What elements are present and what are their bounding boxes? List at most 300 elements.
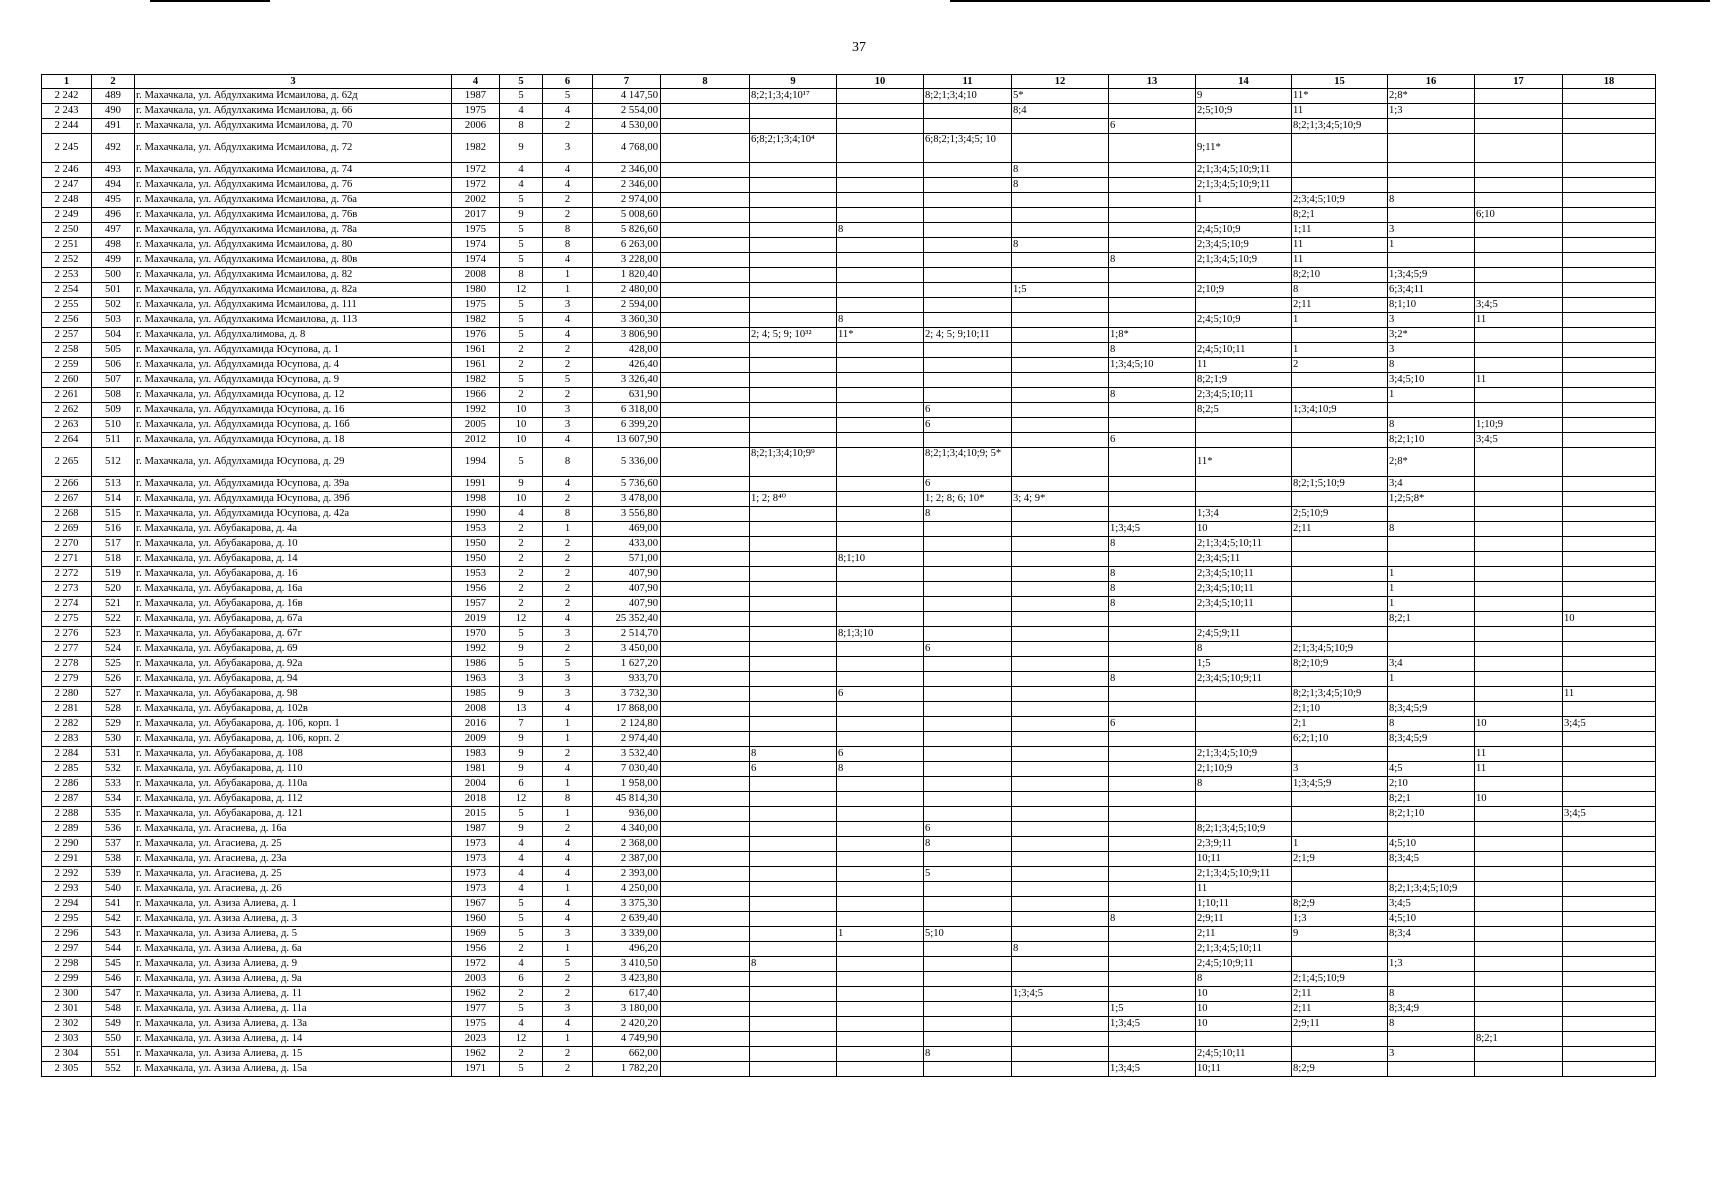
table-row	[42, 104, 1656, 119]
table-cell	[1109, 882, 1196, 897]
table-cell	[1292, 582, 1388, 597]
table-cell	[1012, 268, 1109, 283]
table-cell: г. Махачкала, ул. Абубакарова, д. 106, корп. 2	[135, 732, 452, 747]
table-cell: 2 277	[42, 642, 92, 657]
table-cell	[750, 1002, 837, 1017]
table-cell: 8	[543, 238, 593, 253]
table-cell	[1012, 822, 1109, 837]
table-cell: 1953	[452, 522, 500, 537]
table-cell: 5	[500, 1062, 543, 1077]
table-cell: 1;2;5;8*	[1388, 492, 1475, 507]
table-cell	[837, 1047, 924, 1062]
table-cell	[1012, 627, 1109, 642]
table-cell	[1196, 433, 1292, 448]
table-cell	[837, 957, 924, 972]
table-cell	[750, 208, 837, 223]
table-cell: 543	[92, 927, 135, 942]
table-cell: 1973	[452, 867, 500, 882]
table-cell	[837, 1002, 924, 1017]
table-row	[42, 732, 1656, 747]
column-number-cell: 11	[924, 75, 1012, 89]
table-cell: 9	[500, 134, 543, 163]
table-cell: г. Махачкала, ул. Абдулхакима Исмаилова, д. 80	[135, 238, 452, 253]
table-cell	[1109, 448, 1196, 477]
table-cell	[1109, 822, 1196, 837]
table-cell	[661, 567, 750, 582]
table-cell: 2 279	[42, 672, 92, 687]
table-cell: 1977	[452, 1002, 500, 1017]
table-cell: 536	[92, 822, 135, 837]
table-cell: 500	[92, 268, 135, 283]
table-cell: 2;1;3;4;5;10;9;11	[1196, 178, 1292, 193]
table-row	[42, 777, 1656, 792]
table-cell: 2 250	[42, 223, 92, 238]
table-cell: 2	[1292, 358, 1388, 373]
table-cell: 8	[1109, 912, 1196, 927]
table-cell: 1	[543, 777, 593, 792]
table-cell: 4	[500, 882, 543, 897]
table-cell: 8;2;1;3;4;5;10;9	[1292, 119, 1388, 134]
table-cell	[750, 552, 837, 567]
table-cell: 2	[500, 567, 543, 582]
table-cell	[661, 418, 750, 433]
table-cell: г. Махачкала, ул. Абдулхамида Юсупова, д. 29	[135, 448, 452, 477]
table-cell	[1109, 163, 1196, 178]
table-row	[42, 89, 1656, 104]
table-cell	[1388, 163, 1475, 178]
table-cell: 1961	[452, 358, 500, 373]
table-cell: 2 301	[42, 1002, 92, 1017]
table-cell	[661, 507, 750, 522]
table-cell: г. Махачкала, ул. Абубакарова, д. 16а	[135, 582, 452, 597]
table-cell	[661, 298, 750, 313]
table-cell	[661, 957, 750, 972]
table-cell: 2	[543, 208, 593, 223]
table-cell: 2 254	[42, 283, 92, 298]
table-cell	[1475, 1002, 1563, 1017]
table-cell: 3 423,80	[593, 972, 661, 987]
table-cell: г. Махачкала, ул. Абдулхамида Юсупова, д. 1	[135, 343, 452, 358]
table-cell	[1475, 957, 1563, 972]
table-cell	[924, 582, 1012, 597]
table-cell: г. Махачкала, ул. Абдулхакима Исмаилова, д. 76	[135, 178, 452, 193]
table-cell: 2019	[452, 612, 500, 627]
table-cell: 4	[500, 178, 543, 193]
table-cell: г. Махачкала, ул. Абдулхакима Исмаилова, д. 76в	[135, 208, 452, 223]
table-cell: г. Махачкала, ул. Азиза Алиева, д. 13а	[135, 1017, 452, 1032]
table-cell: 10;11	[1196, 1062, 1292, 1077]
table-cell: 8;3;4;5	[1388, 852, 1475, 867]
table-cell: 9;11*	[1196, 134, 1292, 163]
table-cell: 8;2;5	[1196, 403, 1292, 418]
table-cell	[750, 567, 837, 582]
table-cell	[750, 343, 837, 358]
table-cell: 1 782,20	[593, 1062, 661, 1077]
table-cell	[661, 208, 750, 223]
table-cell	[837, 477, 924, 492]
table-cell: 508	[92, 388, 135, 403]
table-cell: 1;3;4;5	[1109, 1062, 1196, 1077]
table-cell: 3	[1388, 223, 1475, 238]
table-cell: 1	[1292, 313, 1388, 328]
table-cell: 2015	[452, 807, 500, 822]
table-cell: 2;10	[1388, 777, 1475, 792]
table-cell	[1475, 672, 1563, 687]
table-cell: г. Махачкала, ул. Абдулхамида Юсупова, д. 9	[135, 373, 452, 388]
table-cell	[1475, 1047, 1563, 1062]
table-cell	[1012, 507, 1109, 522]
table-cell: 2 252	[42, 253, 92, 268]
table-cell	[661, 852, 750, 867]
table-cell	[1475, 732, 1563, 747]
table-cell: 1990	[452, 507, 500, 522]
table-cell: 8;2;9	[1292, 897, 1388, 912]
table-cell: 8	[1388, 358, 1475, 373]
table-cell	[750, 163, 837, 178]
table-cell	[837, 373, 924, 388]
table-cell: 2 276	[42, 627, 92, 642]
table-cell	[750, 837, 837, 852]
table-cell: 6	[924, 418, 1012, 433]
table-cell: 2 286	[42, 777, 92, 792]
table-cell	[1563, 672, 1656, 687]
table-cell	[1563, 837, 1656, 852]
table-cell	[924, 807, 1012, 822]
table-cell: 4	[543, 253, 593, 268]
table-cell: 10	[1475, 717, 1563, 732]
table-cell	[1475, 642, 1563, 657]
table-cell	[1563, 867, 1656, 882]
table-cell: 407,90	[593, 567, 661, 582]
table-cell: 2 280	[42, 687, 92, 702]
table-cell: 2	[543, 987, 593, 1002]
table-cell: 2 264	[42, 433, 92, 448]
table-cell	[661, 1062, 750, 1077]
table-cell: 1	[1388, 672, 1475, 687]
table-cell: 45 814,30	[593, 792, 661, 807]
table-cell	[1292, 537, 1388, 552]
table-cell: 539	[92, 867, 135, 882]
table-cell: г. Махачкала, ул. Абубакарова, д. 4а	[135, 522, 452, 537]
table-cell: 1974	[452, 253, 500, 268]
table-cell: 11	[1292, 253, 1388, 268]
table-cell	[1109, 298, 1196, 313]
table-body	[42, 75, 1656, 1077]
table-cell	[1563, 597, 1656, 612]
table-cell: 3 375,30	[593, 897, 661, 912]
table-row	[42, 747, 1656, 762]
table-cell	[1109, 792, 1196, 807]
table-cell: 4 768,00	[593, 134, 661, 163]
table-cell: 2 639,40	[593, 912, 661, 927]
table-cell: 6;2;1;10	[1292, 732, 1388, 747]
table-cell	[1475, 253, 1563, 268]
table-cell: г. Махачкала, ул. Абубакарова, д. 112	[135, 792, 452, 807]
table-cell: 3 228,00	[593, 253, 661, 268]
table-cell	[1475, 328, 1563, 343]
table-cell: 1	[543, 268, 593, 283]
table-cell: 6	[1109, 717, 1196, 732]
table-row	[42, 298, 1656, 313]
table-cell: 2;3;9;11	[1196, 837, 1292, 852]
column-number-cell: 5	[500, 75, 543, 89]
table-cell	[1109, 283, 1196, 298]
table-cell: 933,70	[593, 672, 661, 687]
table-cell: 2;4;5;9;11	[1196, 627, 1292, 642]
table-cell: 2 242	[42, 89, 92, 104]
table-cell	[1109, 492, 1196, 507]
table-cell: 495	[92, 193, 135, 208]
table-cell	[1196, 298, 1292, 313]
table-cell	[1012, 358, 1109, 373]
table-cell: 502	[92, 298, 135, 313]
table-cell: 2 304	[42, 1047, 92, 1062]
table-cell	[1475, 492, 1563, 507]
table-cell	[837, 612, 924, 627]
table-cell	[1563, 567, 1656, 582]
table-cell: 4	[500, 867, 543, 882]
table-cell: 1956	[452, 582, 500, 597]
table-cell	[661, 283, 750, 298]
column-number-cell: 1	[42, 75, 92, 89]
table-cell: 4	[543, 612, 593, 627]
table-cell	[1563, 134, 1656, 163]
table-cell: 4	[500, 852, 543, 867]
table-cell	[661, 163, 750, 178]
table-cell: 1962	[452, 987, 500, 1002]
table-cell	[750, 104, 837, 119]
column-number-cell: 4	[452, 75, 500, 89]
table-row	[42, 552, 1656, 567]
table-cell	[837, 388, 924, 403]
table-cell: 1950	[452, 552, 500, 567]
table-cell: 2	[543, 642, 593, 657]
table-cell: 8;2;9	[1292, 1062, 1388, 1077]
table-cell	[1109, 897, 1196, 912]
table-cell	[1109, 373, 1196, 388]
table-cell	[1196, 702, 1292, 717]
table-row	[42, 492, 1656, 507]
table-cell	[1012, 343, 1109, 358]
table-cell	[1475, 522, 1563, 537]
table-cell: 1;3;4;5	[1109, 522, 1196, 537]
table-cell: 514	[92, 492, 135, 507]
table-cell: 2 299	[42, 972, 92, 987]
table-cell: 1	[543, 942, 593, 957]
table-cell: 2	[500, 597, 543, 612]
table-cell: 8;2;1;3;4;10;9; 5*	[924, 448, 1012, 477]
table-cell	[750, 687, 837, 702]
table-cell	[924, 912, 1012, 927]
table-cell: 10	[1196, 522, 1292, 537]
table-cell: г. Махачкала, ул. Агасиева, д. 25	[135, 867, 452, 882]
table-cell: 1975	[452, 104, 500, 119]
table-cell	[837, 163, 924, 178]
table-cell: 1	[543, 717, 593, 732]
table-cell	[1563, 89, 1656, 104]
table-cell: 8	[500, 268, 543, 283]
table-row	[42, 672, 1656, 687]
table-cell	[837, 298, 924, 313]
table-cell: 4 250,00	[593, 882, 661, 897]
table-cell: 10	[1196, 1017, 1292, 1032]
column-number-cell: 14	[1196, 75, 1292, 89]
table-cell: 11	[1475, 313, 1563, 328]
table-cell	[661, 897, 750, 912]
table-cell	[661, 882, 750, 897]
table-cell: 8;2;1;3;4;5;10;9	[1292, 687, 1388, 702]
table-cell	[1109, 762, 1196, 777]
table-cell	[1012, 1017, 1109, 1032]
table-cell	[750, 477, 837, 492]
table-cell: 6	[1109, 119, 1196, 134]
table-cell: 9	[500, 477, 543, 492]
table-cell	[1012, 702, 1109, 717]
table-cell: 5 826,60	[593, 223, 661, 238]
table-cell	[661, 522, 750, 537]
table-cell	[1563, 373, 1656, 388]
table-cell: 1;8*	[1109, 328, 1196, 343]
table-cell: 12	[500, 792, 543, 807]
table-cell	[661, 657, 750, 672]
table-cell	[1475, 537, 1563, 552]
table-cell: 8;2;1;3;4;10¹⁷	[750, 89, 837, 104]
table-cell: 2005	[452, 418, 500, 433]
table-cell: 8	[1109, 597, 1196, 612]
table-cell: 1986	[452, 657, 500, 672]
table-cell: 1987	[452, 822, 500, 837]
table-row	[42, 897, 1656, 912]
table-cell: 12	[500, 283, 543, 298]
table-cell: 2 270	[42, 537, 92, 552]
table-cell	[750, 867, 837, 882]
table-cell	[1292, 552, 1388, 567]
table-cell: 13	[500, 702, 543, 717]
table-row	[42, 807, 1656, 822]
table-row	[42, 927, 1656, 942]
table-cell: 2;11	[1292, 1002, 1388, 1017]
table-cell	[924, 957, 1012, 972]
table-row	[42, 313, 1656, 328]
table-cell	[1012, 1047, 1109, 1062]
table-cell: 3	[543, 403, 593, 418]
table-cell: 2 292	[42, 867, 92, 882]
table-cell: 493	[92, 163, 135, 178]
table-cell	[750, 223, 837, 238]
table-cell: 8	[1012, 178, 1109, 193]
table-cell	[1475, 358, 1563, 373]
table-cell: 4;5;10	[1388, 837, 1475, 852]
table-cell	[1012, 642, 1109, 657]
table-cell: 2;1;4;5;10;9	[1292, 972, 1388, 987]
table-cell: 1973	[452, 837, 500, 852]
table-cell: 8	[837, 223, 924, 238]
table-cell: г. Махачкала, ул. Абубакарова, д. 92а	[135, 657, 452, 672]
table-cell	[661, 702, 750, 717]
table-cell: 5	[543, 657, 593, 672]
table-cell	[837, 702, 924, 717]
table-cell: 4	[500, 837, 543, 852]
table-cell	[661, 193, 750, 208]
table-cell	[661, 313, 750, 328]
table-cell: 1975	[452, 223, 500, 238]
table-cell: 9	[500, 642, 543, 657]
table-cell: 505	[92, 343, 135, 358]
table-cell: 2 274	[42, 597, 92, 612]
table-cell: 499	[92, 253, 135, 268]
table-cell: 11*	[1196, 448, 1292, 477]
table-cell: 533	[92, 777, 135, 792]
table-cell: 2 275	[42, 612, 92, 627]
table-cell	[1109, 657, 1196, 672]
table-row	[42, 867, 1656, 882]
table-cell	[661, 403, 750, 418]
table-cell	[1475, 178, 1563, 193]
table-cell	[837, 582, 924, 597]
table-cell: 1;5	[1012, 283, 1109, 298]
table-cell: 3 339,00	[593, 927, 661, 942]
table-cell	[1196, 1032, 1292, 1047]
table-cell	[1109, 807, 1196, 822]
table-cell: 3; 4; 9*	[1012, 492, 1109, 507]
table-cell: 13 607,90	[593, 433, 661, 448]
table-cell: 547	[92, 987, 135, 1002]
table-cell: 2 346,00	[593, 178, 661, 193]
table-cell: 4;5;10	[1388, 912, 1475, 927]
table-cell: г. Махачкала, ул. Абдулхамида Юсупова, д. 42а	[135, 507, 452, 522]
table-cell	[837, 492, 924, 507]
table-cell	[1012, 777, 1109, 792]
table-cell	[1012, 373, 1109, 388]
table-cell	[1109, 942, 1196, 957]
table-cell	[750, 373, 837, 388]
table-cell: 1985	[452, 687, 500, 702]
table-cell: 10	[1563, 612, 1656, 627]
table-cell	[1012, 882, 1109, 897]
table-cell: 8	[1109, 537, 1196, 552]
table-cell	[837, 537, 924, 552]
table-cell: 3;4;5	[1475, 298, 1563, 313]
table-cell	[924, 1032, 1012, 1047]
table-cell	[837, 178, 924, 193]
table-cell: 3;4;5	[1563, 807, 1656, 822]
table-cell: 8;1;10	[837, 552, 924, 567]
table-cell: 8;2;1	[1475, 1032, 1563, 1047]
table-cell: 1969	[452, 927, 500, 942]
table-cell	[661, 1017, 750, 1032]
table-cell	[1563, 792, 1656, 807]
table-cell	[1109, 627, 1196, 642]
table-cell: 2;10;9	[1196, 283, 1292, 298]
table-cell	[1109, 837, 1196, 852]
table-cell	[1012, 912, 1109, 927]
table-cell: 12	[500, 1032, 543, 1047]
table-cell: 8;2;1	[1292, 208, 1388, 223]
table-cell: 9	[500, 732, 543, 747]
table-cell	[1563, 358, 1656, 373]
table-cell: 2;3;4;5;10;11	[1196, 567, 1292, 582]
table-cell: 5	[500, 313, 543, 328]
table-cell: 1974	[452, 238, 500, 253]
table-cell: 517	[92, 537, 135, 552]
table-row	[42, 433, 1656, 448]
table-cell	[837, 717, 924, 732]
table-cell	[1475, 597, 1563, 612]
table-cell	[1475, 852, 1563, 867]
table-cell	[837, 987, 924, 1002]
table-cell: 2 268	[42, 507, 92, 522]
table-cell	[1109, 104, 1196, 119]
